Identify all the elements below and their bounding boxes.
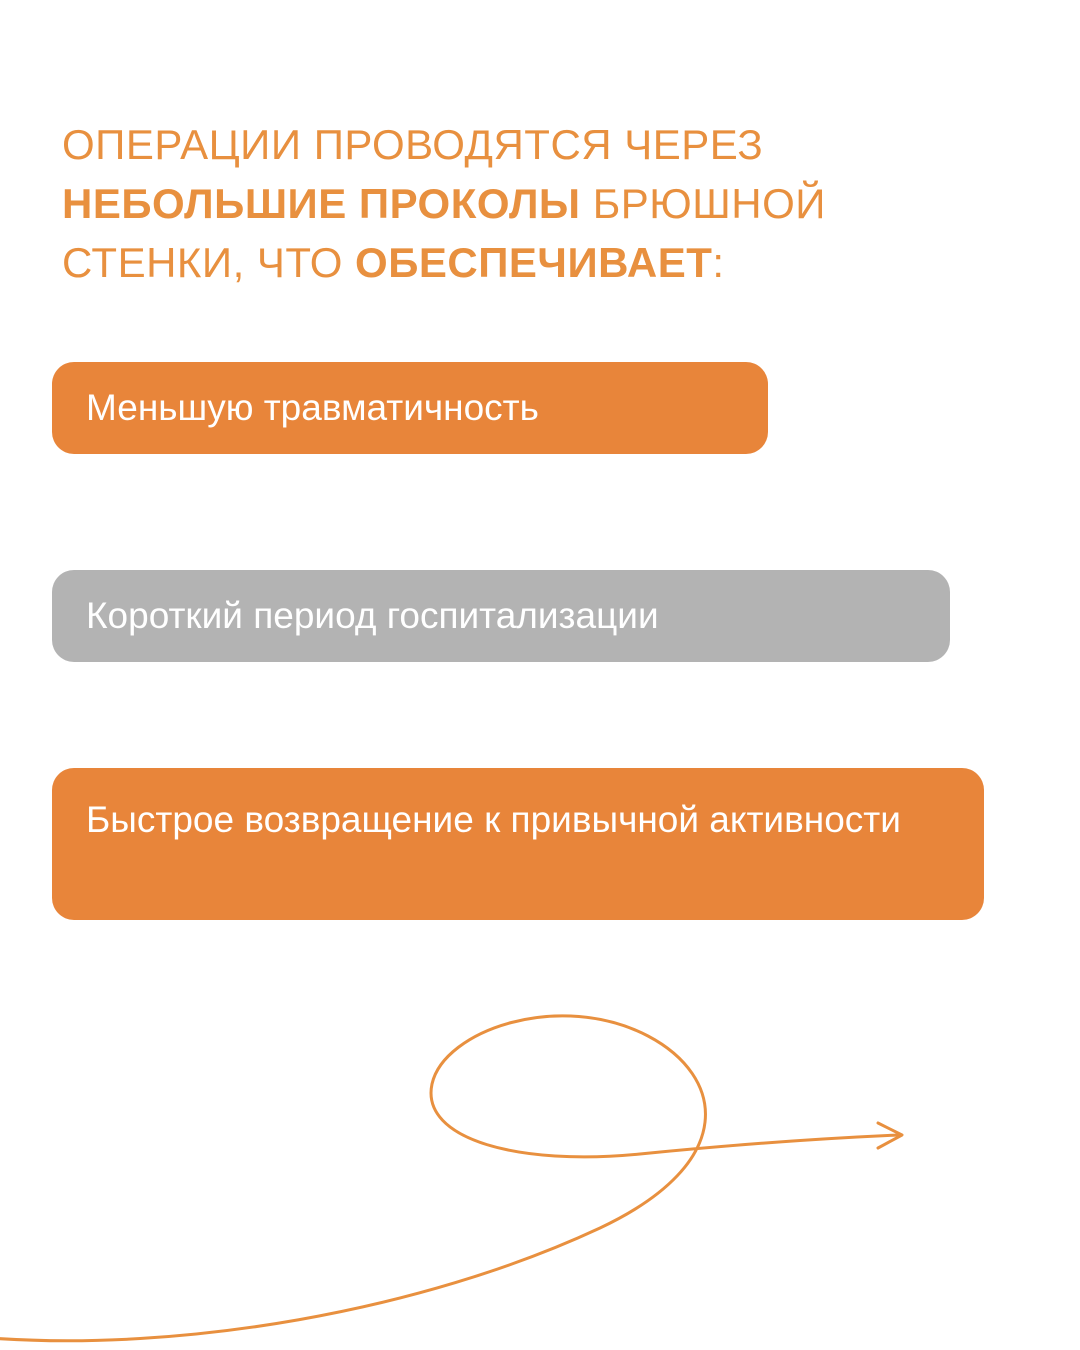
title-segment-strong-1: НЕБОЛЬШИЕ ПРОКОЛЫ xyxy=(62,179,581,227)
benefit-item-2 xyxy=(52,570,950,662)
title-segment-2: БРЮШНОЙ СТЕНКИ, ЧТО xyxy=(62,179,826,286)
title-segment-1: ОПЕРАЦИИ ПРОВОДЯТСЯ ЧЕРЕЗ xyxy=(62,121,764,169)
benefit-item-1 xyxy=(52,362,768,454)
benefit-item-3 xyxy=(52,768,984,920)
benefit-label-3: Быстрое возвращение к привычной активности xyxy=(86,799,901,840)
benefit-label-1: Меньшую травматичность xyxy=(86,386,539,428)
swirl-arrow-icon xyxy=(0,960,1080,1350)
title-colon: : xyxy=(712,238,725,286)
benefit-label-2: Короткий период госпитализации xyxy=(86,594,659,636)
title-segment-strong-2: ОБЕСПЕЧИВАЕТ xyxy=(355,238,713,286)
page-title xyxy=(62,116,992,292)
